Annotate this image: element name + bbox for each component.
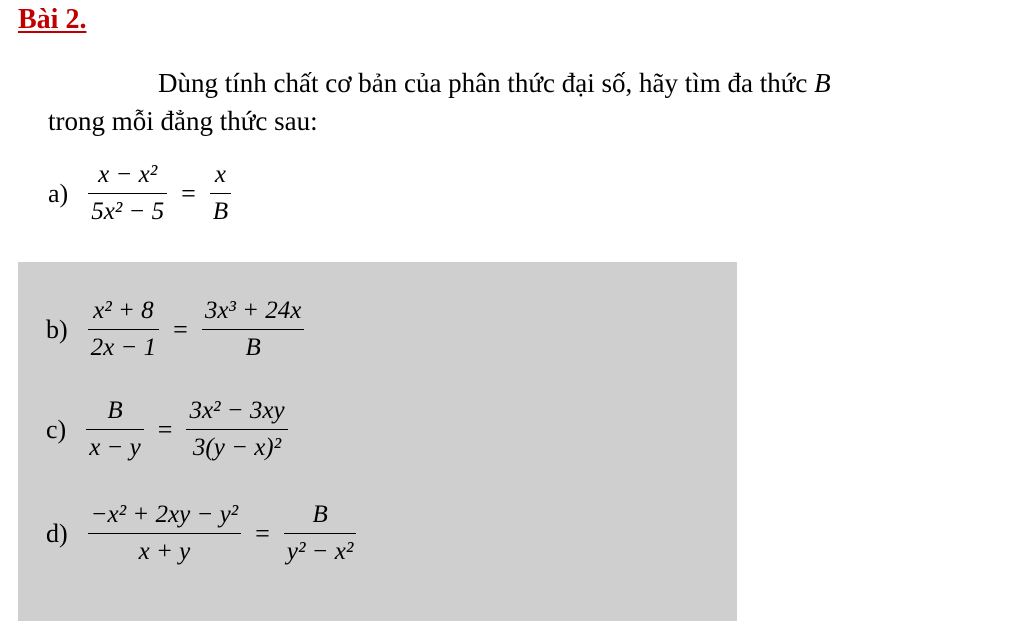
equation-b (46, 296, 308, 363)
equation-a (48, 160, 235, 227)
equals-sign: = (181, 178, 196, 208)
equation-d (46, 500, 360, 567)
rhs-fraction (198, 296, 309, 363)
rhs-denominator: 3(y − x)² (192, 434, 282, 461)
lhs-fraction (84, 160, 171, 227)
lhs-fraction (82, 396, 148, 463)
fraction-bar (210, 193, 231, 194)
rhs-numerator: 3x² − 3xy (189, 397, 285, 424)
rhs-fraction (182, 396, 291, 463)
fraction-bar (88, 193, 167, 194)
prompt-line-1: Dùng tính chất cơ bản của phân thức đại số, hãy tìm đa thức (158, 68, 808, 98)
rhs-numerator: 3x³ + 24x (204, 297, 302, 324)
rhs-denominator: y² − x² (286, 538, 354, 565)
lhs-denominator: 5x² − 5 (91, 198, 165, 225)
lhs-denominator: x + y (138, 538, 191, 565)
lhs-numerator: B (107, 397, 123, 424)
rhs-numerator: B (312, 501, 328, 528)
lhs-numerator: x − x² (98, 161, 158, 188)
rhs-denominator: B (245, 334, 261, 361)
rhs-fraction (206, 160, 235, 227)
prompt-variable: B (814, 68, 831, 98)
rhs-numerator: x (214, 161, 227, 188)
equation-c (46, 396, 292, 463)
rhs-fraction (280, 500, 361, 567)
equals-sign: = (255, 518, 270, 548)
fraction-bar (186, 429, 287, 430)
exercise-heading: Bài 2. (18, 4, 87, 35)
problem-statement (48, 64, 948, 140)
item-label: b) (46, 314, 68, 344)
equals-sign: = (157, 414, 173, 444)
item-label: a) (48, 178, 69, 208)
lhs-numerator: −x² + 2xy − y² (90, 501, 239, 528)
lhs-numerator: x² + 8 (93, 297, 154, 324)
item-label: c) (46, 414, 67, 444)
lhs-fraction (84, 500, 246, 567)
fraction-bar (284, 533, 357, 534)
item-label: d) (46, 518, 68, 548)
fraction-bar (88, 329, 159, 330)
equals-sign: = (173, 314, 188, 344)
fraction-bar (88, 533, 242, 534)
rhs-denominator: B (212, 198, 229, 225)
lhs-fraction (84, 296, 163, 363)
lhs-denominator: x − y (89, 434, 141, 461)
fraction-bar (202, 329, 305, 330)
fraction-bar (86, 429, 144, 430)
prompt-line-2: trong mỗi đẳng thức sau: (48, 106, 318, 136)
lhs-denominator: 2x − 1 (90, 334, 157, 361)
